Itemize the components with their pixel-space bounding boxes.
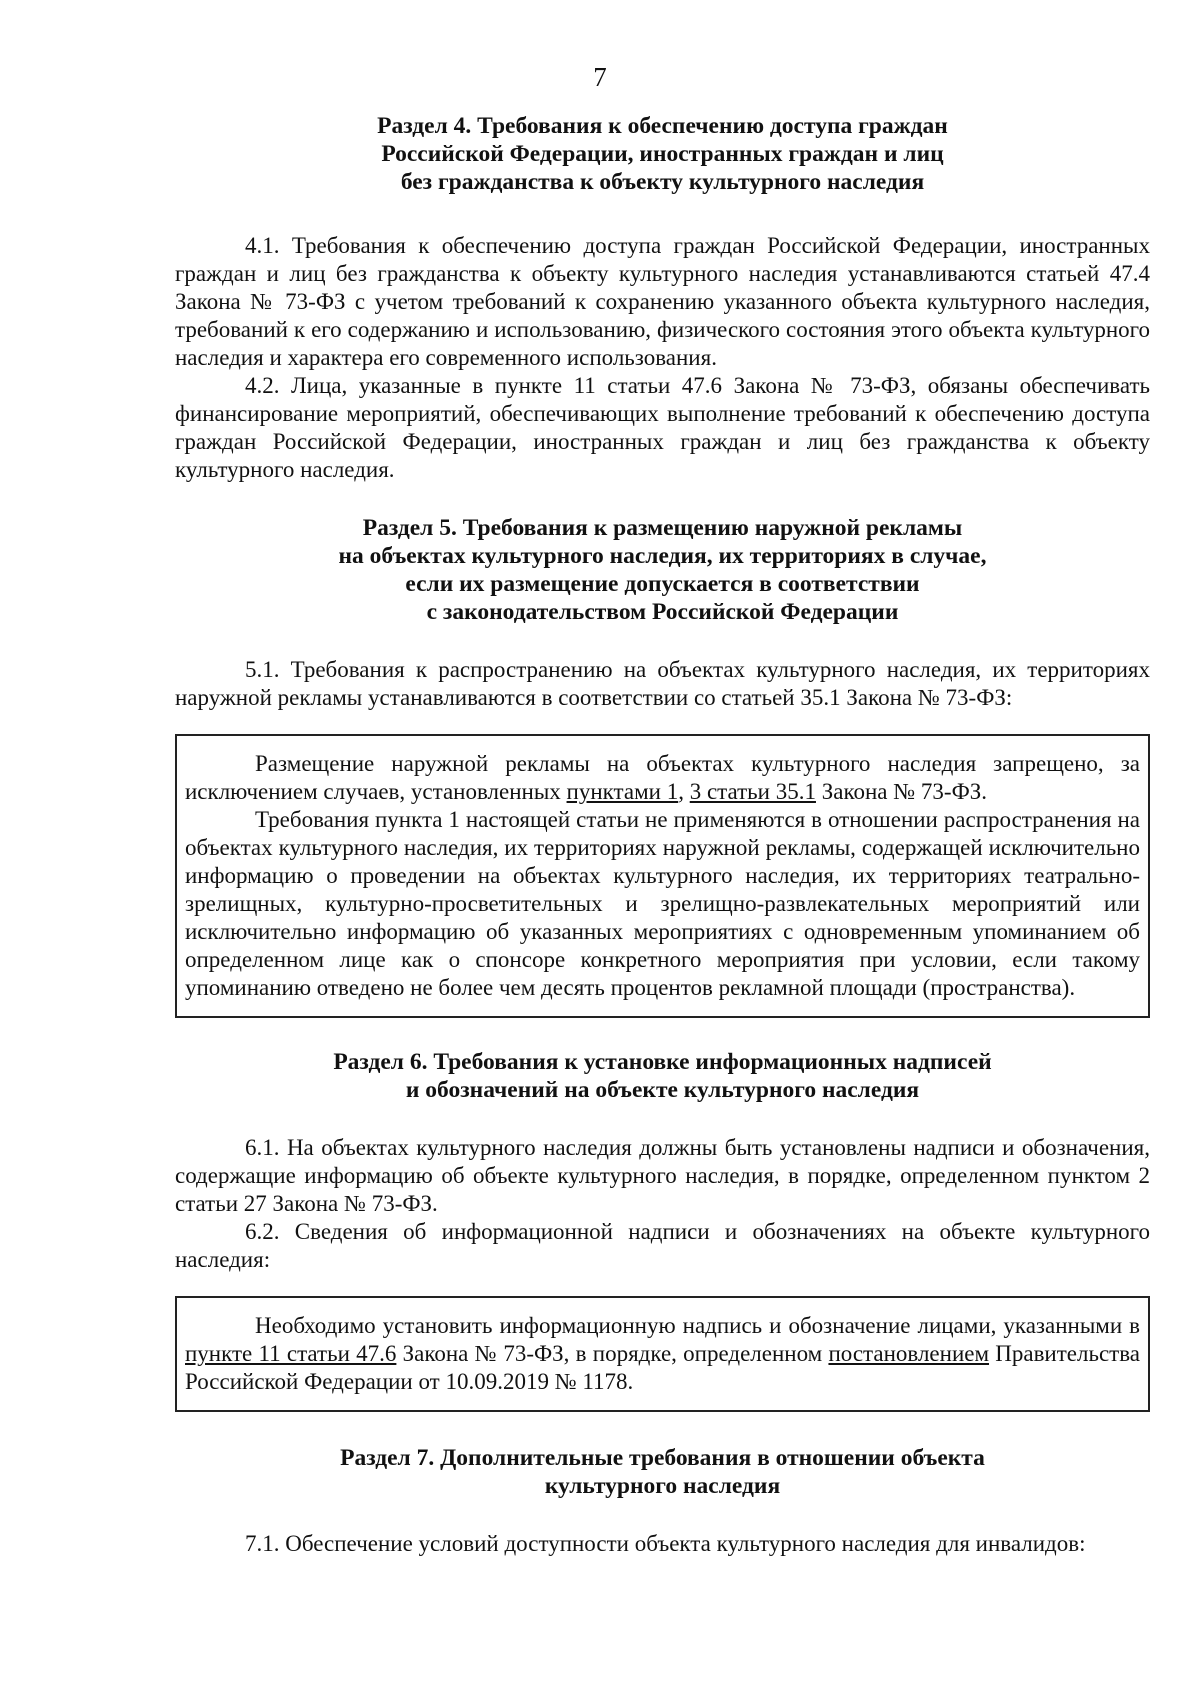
heading-line: Раздел 5. Требования к размещению наружной рекламы [362,515,963,541]
box-paragraph-1 [185,750,1140,806]
link-points-1[interactable]: пунктами 1 [566,779,679,804]
link-article-47-6[interactable]: пункте 11 статьи 47.6 [185,1341,397,1366]
box-text: Размещение наружной рекламы на объектах культурного наследия запрещено, за исключением случаев, установленных [185,751,1140,804]
info-sign-box [175,1296,1150,1412]
heading-line: на объектах культурного наследия, их территориях в случае, [338,543,987,569]
paragraph-7-1: 7.1. Обеспечение условий доступности объекта культурного наследия для инвалидов: [245,1531,1086,1556]
heading-line: Раздел 7. Дополнительные требования в отношении объекта [340,1445,985,1471]
heading-line: с законодательством Российской Федерации [426,599,899,625]
page-number: 7 [593,62,607,92]
box-text: Закона № 73-ФЗ, в порядке, определенном [396,1341,829,1366]
heading-line: Раздел 6. Требования к установке информационных надписей [333,1049,992,1075]
section-7-heading [175,1444,1150,1500]
box-text: , [678,779,690,804]
heading-line: если их размещение допускается в соответствии [405,571,920,597]
heading-line: и обозначений на объекте культурного наследия [405,1077,920,1103]
paragraph-5-1: 5.1. Требования к распространению на объектах культурного наследия, их территориях наружной рекламы устанавливаются в соответствии со статьей 35.1 Закона № 73-ФЗ: [175,657,1150,710]
document-body [175,112,1150,1558]
quoted-law-box [175,734,1150,1018]
box-text: Закона № 73-ФЗ. [815,779,988,804]
link-article-35-1[interactable]: 3 статьи 35.1 [689,779,816,804]
box-paragraph [185,1312,1140,1396]
heading-line: без гражданства к объекту культурного наследия [400,169,925,195]
paragraph-4-2: 4.2. Лица, указанные в пункте 11 статьи 47.6 Закона № 73-ФЗ, обязаны обеспечивать финансирование мероприятий, обеспечивающих выполнение требований к обеспечению доступа граждан Российской Федерации, иностранных граждан и лиц без гражданства к объекту культурного наследия. [175,373,1150,482]
paragraph-6-2: 6.2. Сведения об информационной надписи и обозначениях на объекте культурного наследия: [175,1219,1150,1272]
box-text: Необходимо установить информационную надпись и обозначение лицами, указанными в [255,1313,1140,1338]
section-6-heading [175,1048,1150,1104]
section-4-heading [175,112,1150,196]
heading-line: Российской Федерации, иностранных граждан и лиц [381,141,944,167]
link-resolution[interactable]: постановлением [828,1341,990,1366]
section-5-heading [175,514,1150,626]
heading-line: Раздел 4. Требования к обеспечению доступа граждан [377,113,948,139]
paragraph-6-1: 6.1. На объектах культурного наследия должны быть установлены надписи и обозначения, содержащие информацию об объекте культурного наследия, в порядке, определенном пунктом 2 статьи 27 Закона № 73-ФЗ. [175,1135,1150,1216]
box-paragraph-2: Требования пункта 1 настоящей статьи не применяются в отношении распространения на объектах культурного наследия, их территориях наружной рекламы, содержащей исключительно информацию о проведении на объектах культурного наследия, их территориях театрально-зрелищных, культурно-просветительных и зрелищно-развлекательных мероприятий или исключительно информацию об указанных мероприятиях с одновременным упоминанием об определенном лице как о спонсоре конкретного мероприятия при условии, если такому упоминанию отведено не более чем десять процентов рекламной площади (пространства). [185,807,1140,1000]
box-text: Правительства Российской Федерации от 10.09.2019 № 1178. [185,1341,1140,1394]
paragraph-4-1: 4.1. Требования к обеспечению доступа граждан Российской Федерации, иностранных граждан и лиц без гражданства к объекту культурного наследия устанавливаются статьей 47.4 Закона № 73-ФЗ с учетом требований к сохранению указанного объекта культурного наследия, требований к его содержанию и использованию, физического состояния этого объекта культурного наследия и характера его современного использования. [175,233,1150,370]
heading-line: культурного наследия [544,1473,781,1499]
